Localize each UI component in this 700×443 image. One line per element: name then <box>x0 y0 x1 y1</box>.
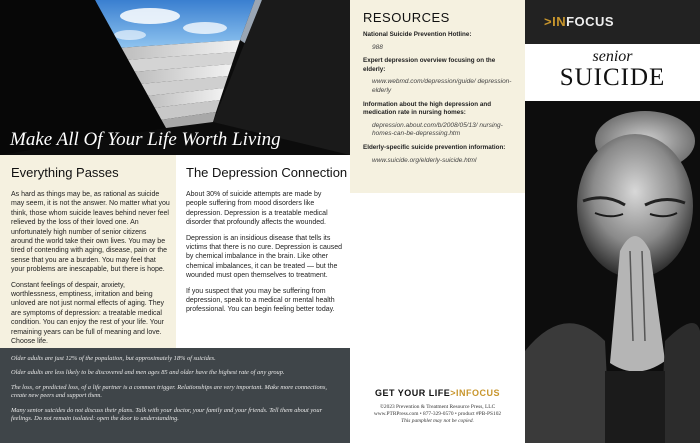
hero-banner <box>0 0 350 155</box>
facts-band <box>0 348 350 443</box>
everything-passes-heading: Everything Passes <box>11 165 119 180</box>
resource-label: Elderly-specific suicide prevention information: <box>363 143 506 151</box>
resources-panel <box>350 0 525 193</box>
depression-connection-paragraph: About 30% of suicide attempts are made by people suffering from mood disorders like depression. Depression is a treatable medical disorder that profoundly affects the wounded. <box>186 191 328 227</box>
everything-passes-section <box>0 155 176 348</box>
cover-photo <box>525 101 700 443</box>
elderly-man-photo <box>525 101 700 443</box>
everything-passes-paragraph: Constant feelings of despair, anxiety, worthlessness, emptiness, irritation and being unloved are not just normal effects of aging. They are symptoms of depression: a treatable medical condition. You can enjoy the rest of your life. Your remaining years can be full of meaning and love. Choose life. <box>11 281 165 346</box>
footer-copyright: ©2023 Prevention & Treatment Resource Press, LLC <box>379 404 496 410</box>
footer-contact: www.PTRPress.com • 877-329-0570 • product #PB-PS102 <box>373 411 502 417</box>
depression-connection-heading: The Depression Connection <box>186 165 348 180</box>
everything-passes-paragraph: As hard as things may be, as rational as suicide may seem, it is not the answer. No matter what you think, those whom suicide leaves behind never feel relieved by the loss of their loved one. An unfortunately high number of senior citizens around the world take their own lives. You may be tired of contending with aging, disease, pain or the sense that you are a burden. You may feel that your problems are inescapable, but there is hope. <box>11 191 170 274</box>
fact-item: Older adults are less likely to be discovered and men ages 85 and older have the highest rate of any group. <box>11 369 285 377</box>
resource-link[interactable]: www.webmd.com/depression/guide/ depression-elderly <box>372 78 512 94</box>
footer-brand-accent: >INFOCUS <box>450 388 501 398</box>
cover-title: SUICIDE <box>559 64 666 91</box>
footer-notice: This pamphlet may not be copied. <box>401 418 474 424</box>
resource-label: Information about the high depression and medication rate in nursing homes: <box>363 100 492 117</box>
resources-heading: RESOURCES <box>363 10 450 25</box>
logo-accent: >IN <box>544 14 567 29</box>
publisher-footer <box>350 193 525 443</box>
cover-kicker: senior <box>592 48 633 65</box>
fact-item: The loss, or predicted loss, of a life partner is a common trigger. Relationships are very important. Make more connections, create new peers and support them. <box>11 383 327 400</box>
logo-main: FOCUS <box>566 14 615 29</box>
infocus-logo <box>544 14 614 29</box>
fact-item: Older adults are just 12% of the population, but approximately 18% of suicides. <box>11 355 216 362</box>
depression-connection-paragraph: Depression is an insidious disease that tells its victims that there is no cure. Depression is caused by chemical imbalance in the brain. Like other chemical imbalances, it can be treated — but the wounded must open themselves to treatment. <box>186 234 343 280</box>
cover-header-bar <box>525 0 700 44</box>
cover-panel <box>525 0 700 443</box>
footer-brand-main: GET YOUR LIFE <box>374 388 451 398</box>
fact-item: Many senior suicides do not discuss their plans. Talk with your doctor, your family and your friends. Tell them about your feelings. Do not remain isolated: open the door to understanding. <box>11 406 323 423</box>
depression-connection-section <box>176 155 350 348</box>
resource-value: 988 <box>372 43 383 51</box>
resource-label: Expert depression overview focusing on the elderly: <box>363 57 496 73</box>
depression-connection-paragraph: If you suspect that you may be suffering from depression, speak to a medical or mental health professional. You can begin feeling better today. <box>186 287 335 314</box>
footer-brand <box>350 388 525 398</box>
resource-link[interactable]: www.suicide.org/elderly-suicide.html <box>372 156 477 164</box>
resource-label: National Suicide Prevention Hotline: <box>363 31 472 38</box>
resource-link[interactable]: depression.about.com/b/2008/05/13/ nursing-homes-can-be-depressing.htm <box>372 121 503 138</box>
hero-title: Make All Of Your Life Worth Living <box>10 129 281 150</box>
